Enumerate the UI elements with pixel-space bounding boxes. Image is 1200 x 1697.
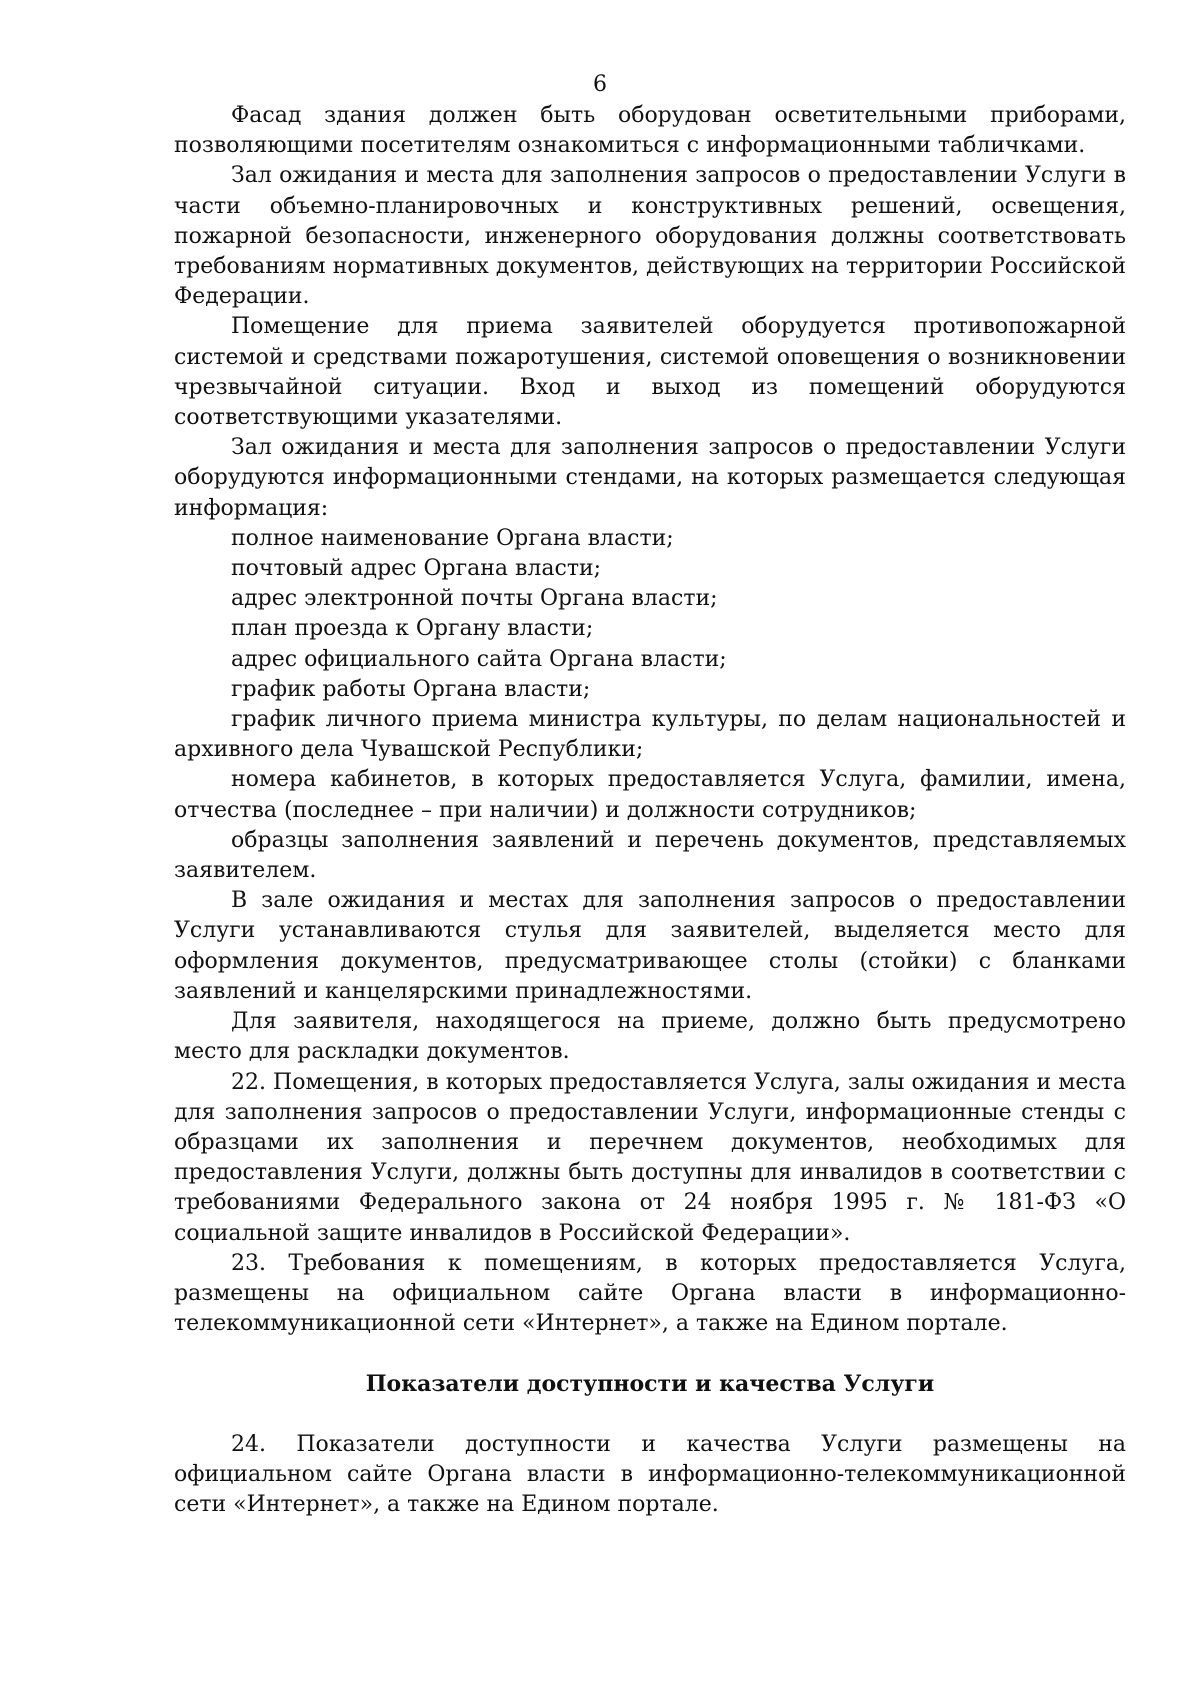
section-heading: Показатели доступности и качества Услуги <box>365 1371 935 1398</box>
paragraph: Помещение для приема заявителей оборудуется противопожарной системой и средствами пожаротушения, системой оповещения о возникновении чрезвычайной ситуации. Вход и выход из помещений оборудуются соответствующими указателями. <box>174 314 1126 431</box>
list-item: график работы Органа власти; <box>231 676 591 702</box>
list-item: график личного приема министра культуры, по делам национальностей и архивного дела Чувашской Республики; <box>174 707 1126 763</box>
paragraph-23: 23. Требования к помещениям, в которых предоставляется Услуга, размещены на официальном сайте Органа власти в информационно-телекоммуникационной сети «Интернет», а также на Едином портале. <box>174 1250 1126 1337</box>
list-item: номера кабинетов, в которых предоставляется Услуга, фамилии, имена, отчества (последнее – при наличии) и должности сотрудников; <box>174 767 1126 823</box>
paragraph-24: 24. Показатели доступности и качества Услуги размещены на официальном сайте Органа власти в информационно-телекоммуникационной сети «Интернет», а также на Едином портале. <box>174 1431 1126 1517</box>
paragraph: Фасад здания должен быть оборудован осветительными приборами, позволяющими посетителям ознакомиться с информационными табличками. <box>174 103 1126 159</box>
list-item: полное наименование Органа власти; <box>231 525 674 551</box>
list-item: адрес электронной почты Органа власти; <box>231 586 718 612</box>
paragraph: В зале ожидания и местах для заполнения запросов о предоставлении Услуги устанавливаются стулья для заявителей, выделяется место для оформления документов, предусматривающее столы (стойки) с бланками заявлений и канцелярскими принадлежностями. <box>174 888 1126 1004</box>
paragraph: Зал ожидания и места для заполнения запросов о предоставлении Услуги оборудуются информационными стендами, на которых размещается следующая информация: <box>174 435 1126 521</box>
list-item: почтовый адрес Органа власти; <box>231 556 602 582</box>
list-item: план проезда к Органу власти; <box>231 616 594 642</box>
list-item: адрес официального сайта Органа власти; <box>231 646 727 672</box>
paragraph: Для заявителя, находящегося на приеме, должно быть предусмотрено место для раскладки документов. <box>174 1009 1126 1065</box>
page-number: 6 <box>593 72 607 97</box>
list-item: образцы заполнения заявлений и перечень документов, представляемых заявителем. <box>174 827 1126 884</box>
paragraph-22: 22. Помещения, в которых предоставляется Услуга, залы ожидания и места для заполнения запросов о предоставлении Услуги, информационные стенды с образцами их заполнения и перечнем документов, необходимых для предоставления Услуги, должны быть доступны для инвалидов в соответствии с требованиями Федерального закона от 24 ноября 1995 г. № 181-ФЗ «О социальной защите инвалидов в Российской Федерации». <box>174 1069 1126 1246</box>
paragraph: Зал ожидания и места для заполнения запросов о предоставлении Услуги в части объемно-планировочных и конструктивных решений, освещения, пожарной безопасности, инженерного оборудования должны соответствовать требованиям нормативных документов, действующих на территории Российской Федерации. <box>174 163 1126 310</box>
document-body <box>174 101 1126 1520</box>
